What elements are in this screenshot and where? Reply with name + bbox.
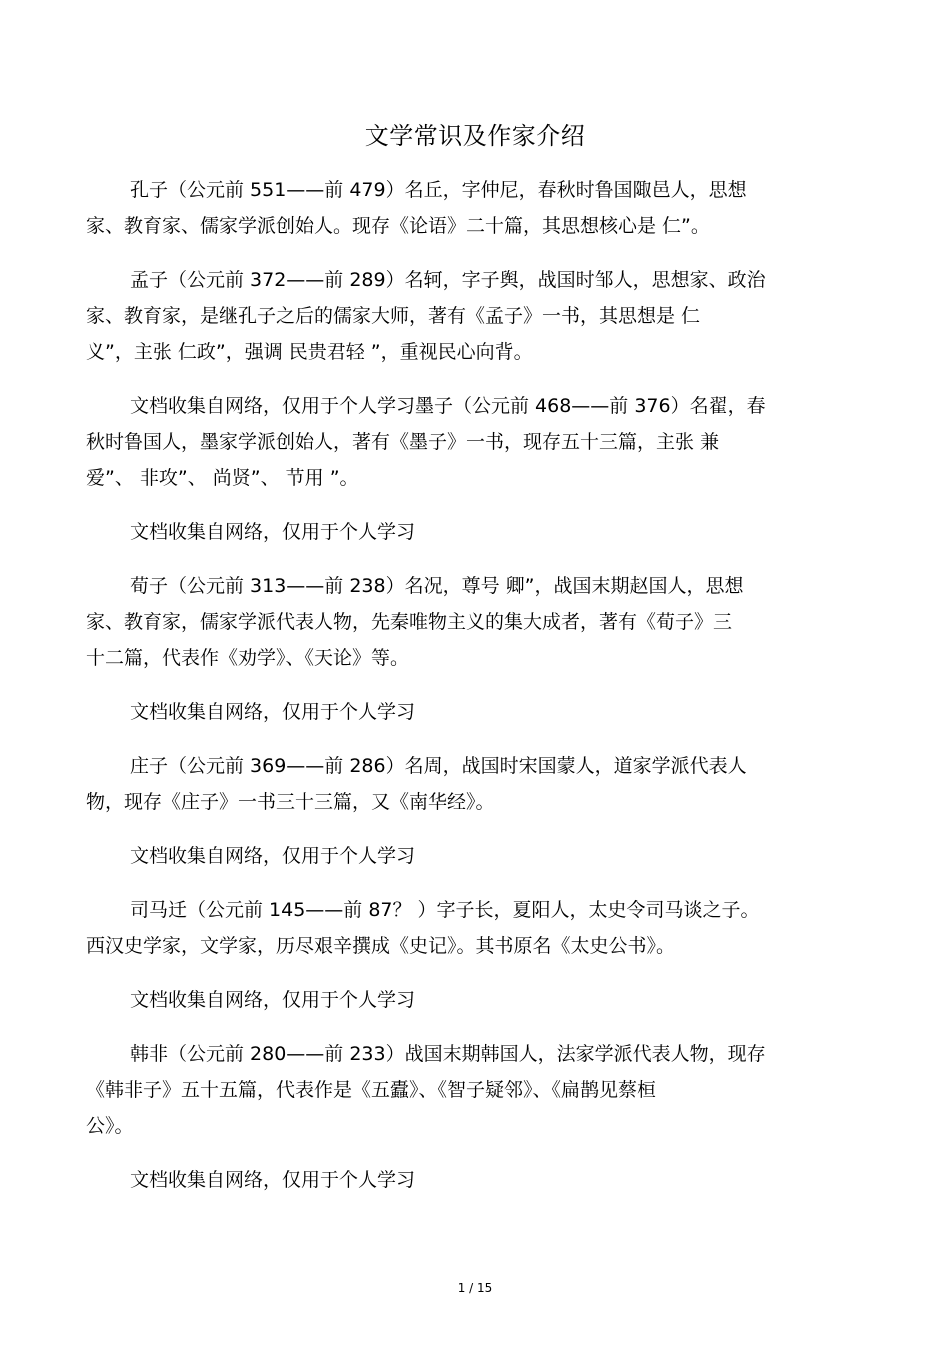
paragraph-line: 十二篇，代表作《劝学》、《天论》等。	[86, 647, 410, 669]
paragraph-line: 荀子（公元前 313——前 238）名况，尊号 卿”，战国末期赵国人，思想	[130, 575, 744, 597]
paragraph-zhuangzi	[86, 748, 856, 820]
source-note: 文档收集自网络，仅用于个人学习	[130, 701, 416, 723]
source-note: 文档收集自网络，仅用于个人学习	[130, 521, 416, 543]
paragraph-line: 韩非（公元前 280——前 233）战国末期韩国人，法家学派代表人物，现存	[130, 1043, 766, 1065]
paragraph-line: 秋时鲁国人，墨家学派创始人，著有《墨子》一书，现存五十三篇，主张 兼	[86, 431, 720, 453]
paragraph-line: 司马迁（公元前 145——前 87？ ）字子长，夏阳人，太史令司马谈之子。	[130, 899, 760, 921]
paragraph-line: 《韩非子》五十五篇，代表作是《五蠹》、《智子疑邻》、《扁鹊见蔡桓	[86, 1079, 657, 1101]
paragraph-mozi	[86, 388, 856, 496]
document-title: 文学常识及作家介绍	[364, 122, 586, 150]
paragraph-line: 义”，主张 仁政”，强调 民贵君轻 ”，重视民心向背。	[86, 341, 533, 363]
paragraph-line: 文档收集自网络，仅用于个人学习墨子（公元前 468——前 376）名翟，春	[130, 395, 766, 417]
paragraph-line: 公》。	[86, 1115, 134, 1137]
paragraph-line: 爱”、 非攻”、 尚贤”、 节用 ”。	[86, 467, 359, 489]
source-note: 文档收集自网络，仅用于个人学习	[130, 845, 416, 867]
source-note: 文档收集自网络，仅用于个人学习	[130, 1169, 416, 1191]
paragraph-line: 家、教育家，儒家学派代表人物，先秦唯物主义的集大成者，著有《荀子》三	[86, 611, 733, 633]
paragraph-xunzi	[86, 568, 856, 676]
paragraph-mencius	[86, 262, 856, 370]
paragraph-sima-qian	[86, 892, 856, 964]
paragraph-line: 物，现存《庄子》一书三十三篇，又《南华经》。	[86, 791, 495, 813]
paragraph-line: 孟子（公元前 372——前 289）名轲，字子舆，战国时邹人，思想家、政治	[130, 269, 766, 291]
paragraph-han-fei	[86, 1036, 856, 1144]
paragraph-line: 家、教育家、儒家学派创始人。现存《论语》二十篇，其思想核心是 仁”。	[86, 215, 710, 237]
paragraph-line: 西汉史学家，文学家，历尽艰辛撰成《史记》。其书原名《太史公书》。	[86, 935, 676, 957]
document-body	[86, 172, 856, 1216]
paragraph-line: 家、教育家，是继孔子之后的儒家大师，著有《孟子》一书，其思想是 仁	[86, 305, 701, 327]
paragraph-confucius	[86, 172, 856, 244]
source-note: 文档收集自网络，仅用于个人学习	[130, 989, 416, 1011]
paragraph-line: 庄子（公元前 369——前 286）名周，战国时宋国蒙人，道家学派代表人	[130, 755, 747, 777]
page-number: 1 / 15	[457, 1281, 493, 1295]
paragraph-line: 孔子（公元前 551——前 479）名丘，字仲尼，春秋时鲁国陬邑人，思想	[130, 179, 747, 201]
